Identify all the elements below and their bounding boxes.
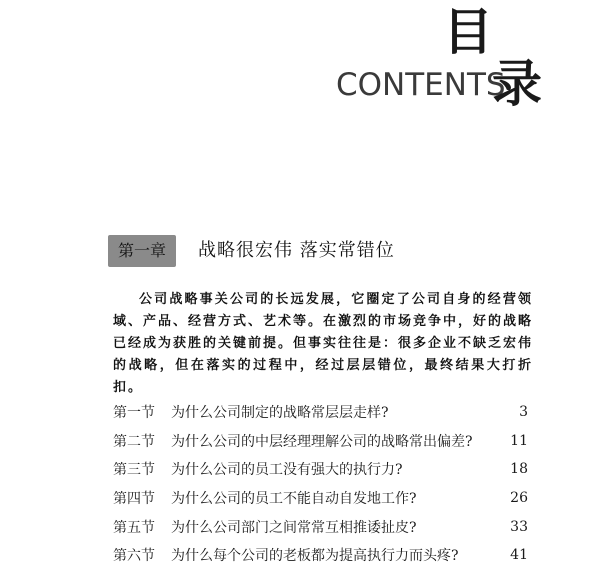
toc-page-number: 3 xyxy=(519,404,528,421)
chapter-title[interactable]: 战略很宏伟 落实常错位 xyxy=(198,240,395,261)
toc-page-number: 41 xyxy=(510,547,528,564)
table-of-contents xyxy=(113,398,528,570)
toc-entry[interactable] xyxy=(113,427,528,456)
toc-entry[interactable] xyxy=(113,455,528,484)
contents-heading: CONTENTS xyxy=(336,67,506,103)
toc-entry[interactable] xyxy=(113,541,528,570)
chapter-intro: 公司战略事关公司的长远发展，它圈定了公司自身的经营领域、产品、经营方式、艺术等。在激烈的市场竞争中，好的战略已经成为获胜的关键前提。但事实往往是：很多企业不缺乏宏伟的战略，但在落实的过程中，经过层层错位，最终结果大打折扣。 xyxy=(113,292,534,395)
toc-section-label: 第三节 xyxy=(113,462,155,479)
toc-entry-title: 为什么每个公司的老板都为提高执行力而头疼? xyxy=(171,548,459,565)
title-char-mu: 目 xyxy=(443,3,493,61)
toc-entry-title: 为什么公司制定的战略常层层走样? xyxy=(171,405,389,422)
toc-entry-title: 为什么公司的员工没有强大的执行力? xyxy=(171,462,403,479)
toc-entry-title: 为什么公司部门之间常常互相推诿扯皮? xyxy=(171,519,417,536)
toc-page-number: 33 xyxy=(510,518,528,535)
toc-page-number: 18 xyxy=(510,461,528,478)
toc-section-label: 第六节 xyxy=(113,548,155,565)
chapter-header xyxy=(108,235,395,267)
toc-section-label: 第五节 xyxy=(113,519,155,536)
toc-section-label: 第一节 xyxy=(113,405,155,422)
title-char-lu: 录 xyxy=(492,55,542,113)
toc-entry[interactable] xyxy=(113,398,528,427)
toc-entry[interactable] xyxy=(113,512,528,541)
toc-entry-title: 为什么公司的中层经理理解公司的战略常出偏差? xyxy=(171,433,473,450)
toc-entry[interactable] xyxy=(113,484,528,513)
chapter-badge: 第一章 xyxy=(108,235,176,267)
toc-section-label: 第四节 xyxy=(113,491,155,508)
toc-section-label: 第二节 xyxy=(113,433,155,450)
toc-entry-title: 为什么公司的员工不能自动自发地工作? xyxy=(171,491,417,508)
toc-page-number: 26 xyxy=(510,490,528,507)
toc-page-number: 11 xyxy=(510,432,528,449)
